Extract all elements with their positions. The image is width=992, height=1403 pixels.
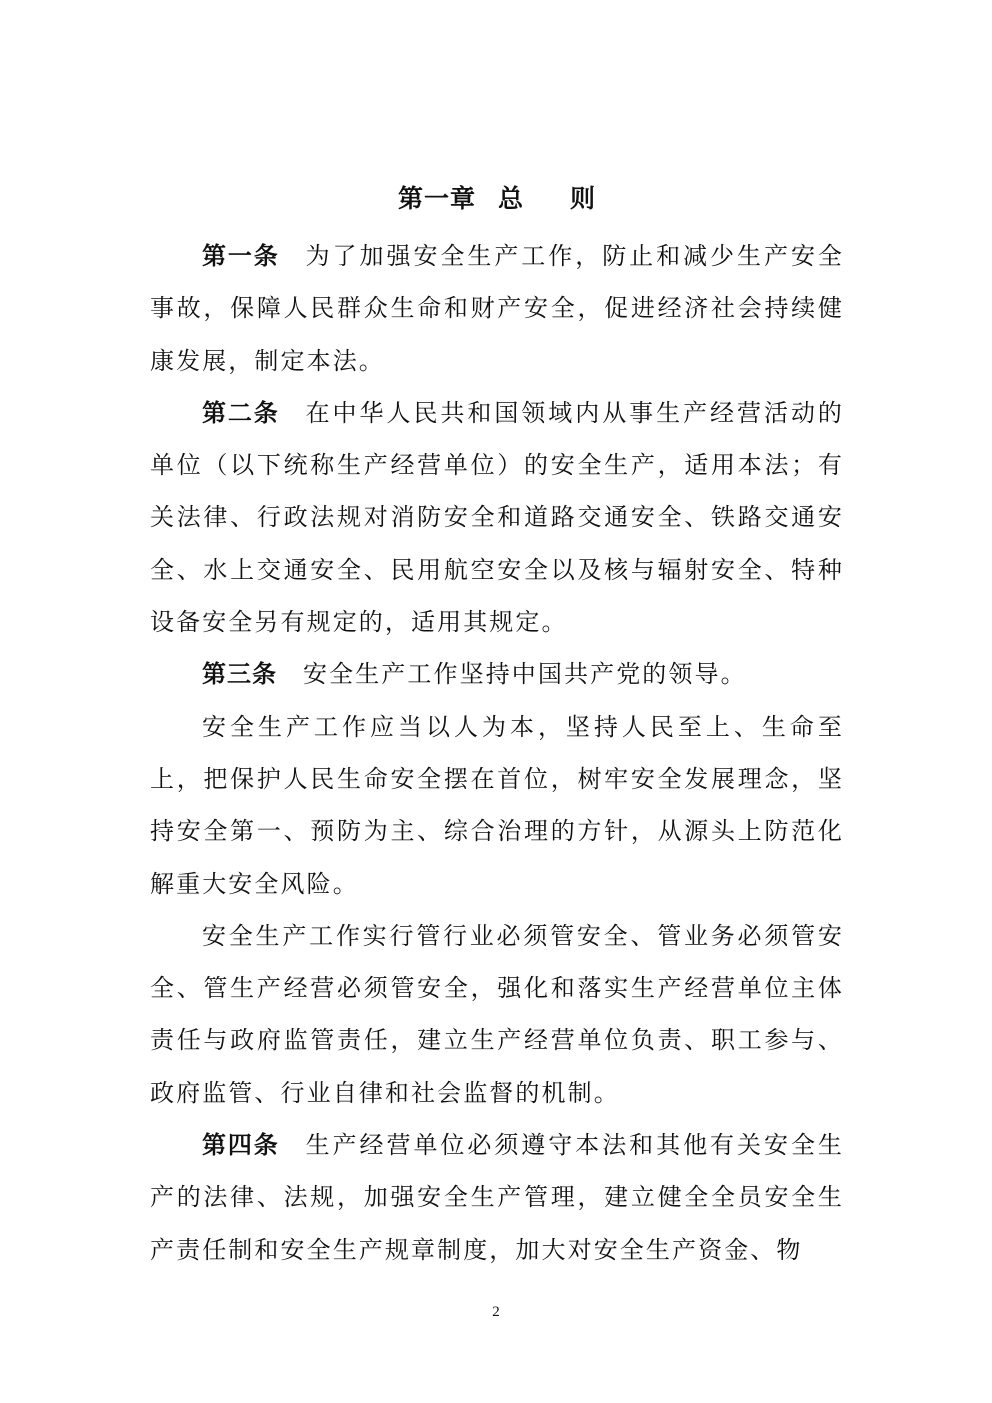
article-2-text: 在中华人民共和国领域内从事生产经营活动的单位（以下统称生产经营单位）的安全生产，适用本法；有关法律、行政法规对消防安全和道路交通安全、铁路交通安全、水上交通安全、民用航空安全以及核与辐射安全、特种设备安全另有规定的，适用其规定。 xyxy=(150,398,845,637)
page-content xyxy=(150,176,844,1276)
article-3-label: 第三条 xyxy=(202,660,277,689)
article-3 xyxy=(150,648,844,700)
article-4-text: 生产经营单位必须遵守本法和其他有关安全生产的法律、法规，加强安全生产管理，建立健全全员安全生产责任制和安全生产规章制度，加大对安全生产资金、物 xyxy=(150,1131,845,1264)
article-1 xyxy=(150,230,844,387)
article-4-label: 第四条 xyxy=(202,1131,280,1160)
article-3-paragraph-3: 安全生产工作实行管行业必须管安全、管业务必须管安全、管生产经营必须管安全，强化和落实生产经营单位主体责任与政府监管责任，建立生产经营单位负责、职工参与、政府监管、行业自律和社会监督的机制。 xyxy=(150,921,844,1107)
chapter-title-part-2: 则 xyxy=(570,184,597,213)
chapter-title-part-1: 总 xyxy=(497,184,524,213)
article-1-label: 第一条 xyxy=(202,242,280,270)
chapter-title xyxy=(150,176,844,222)
article-2 xyxy=(150,387,844,648)
article-4 xyxy=(150,1119,844,1276)
chapter-number: 第一章 xyxy=(397,184,476,213)
page-number: 2 xyxy=(492,1304,500,1320)
article-2-label: 第二条 xyxy=(202,398,280,427)
article-1-text: 为了加强安全生产工作，防止和减少生产安全事故，保障人民群众生命和财产安全，促进经济社会持续健康发展，制定本法。 xyxy=(150,242,845,375)
article-3-paragraph-2: 安全生产工作应当以人为本，坚持人民至上、生命至上，把保护人民生命安全摆在首位，树牢安全发展理念，坚持安全第一、预防为主、综合治理的方针，从源头上防范化解重大安全风险。 xyxy=(150,712,844,898)
article-3-text: 安全生产工作坚持中国共产党的领导。 xyxy=(303,660,747,689)
